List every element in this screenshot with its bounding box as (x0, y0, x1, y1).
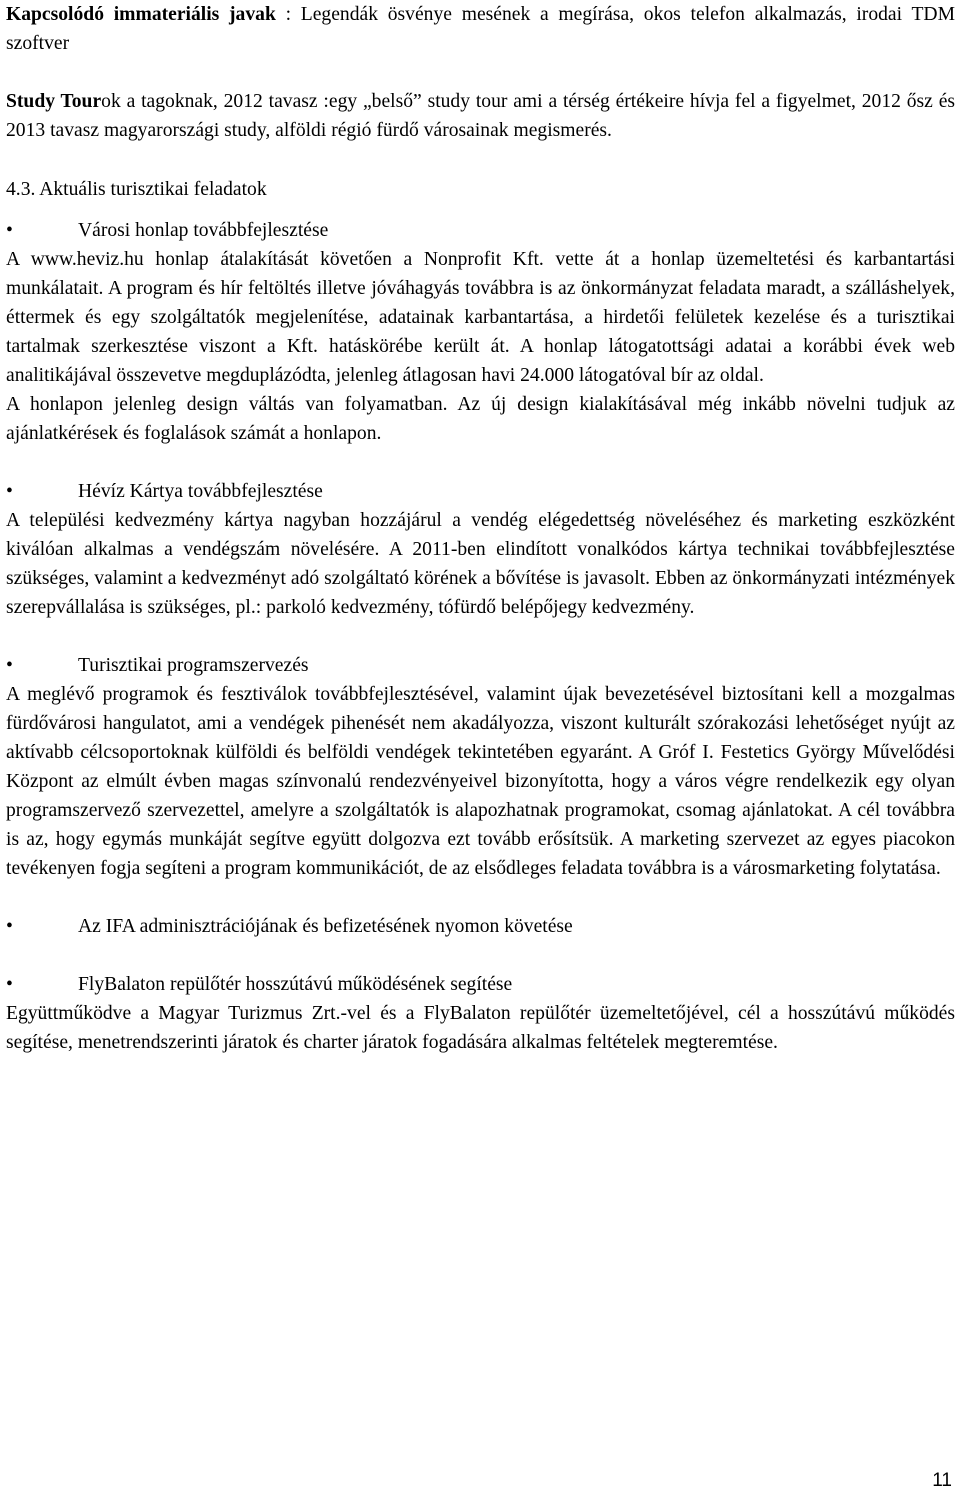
flybalaton-paragraph: Együttműködve a Magyar Turizmus Zrt.-vel és a FlyBalaton repülőtér üzemeltetőjével, cél a hosszútávú működés segítése, menetrendszerinti járatok és charter járatok fogadására alkalmas feltételek megteremtése. (6, 1003, 955, 1053)
intro-text: : Legendák ösvénye mesének a megírása, okos telefon alkalmazás, irodai TDM szoftver (6, 4, 955, 54)
spacer (6, 883, 955, 912)
spacer (6, 448, 955, 477)
bullet-item-website (6, 216, 955, 245)
spacer (6, 941, 955, 970)
website-paragraph-2: A honlapon jelenleg design váltás van folyamatban. Az új design kialakításával még inkább növelni tudjuk az ajánlatkérések és foglalások számát a honlapon. (6, 394, 955, 444)
spacer (6, 58, 955, 87)
bullet-title: FlyBalaton repülőtér hosszútávú működésének segítése (78, 974, 513, 995)
document-page (6, 0, 955, 1057)
bullet-item-heviz-card (6, 477, 955, 506)
program-organizing-paragraph: A meglévő programok és fesztiválok továbbfejlesztésével, valamint újak bevezetésével biztosítani kell a mozgalmas fürdővárosi hangulatot, ami a vendégek pihenését nem akadályozza, viszont kulturált szórakozási lehetőséget nyújt az aktívabb célcsoportoknak külföldi és belföldi vendégek tekintetében egyaránt. A Gróf I. Festetics György Művelődési Központ az elmúlt évben magas színvonalú rendezvényeivel bizonyította, hogy a város végre rendelkezik egy olyan programszervező szervezettel, amelyre a szolgáltatók is alapozhatnak programokat, csomag ajánlatokat. A cél továbbra is az, hogy egymás munkáját segítve együtt dolgozva ezt tovább erősítsük. A marketing szervezet az egyes piacokon tevékenyen fogja segíteni a program kommunikációt, de az elsődleges feladata továbbra is a városmarketing folytatása. (6, 684, 955, 879)
intro-paragraph (6, 0, 955, 58)
bullet-icon: • (6, 655, 13, 676)
heviz-card-paragraph: A települési kedvezmény kártya nagyban hozzájárul a vendég elégedettség növeléséhez és marketing eszközként kiválóan alkalmas a vendégszám növelésére. A 2011-ben elindított vonalkódos kártya technikai továbbfejlesztése szükséges, valamint a kedvezményt adó szolgáltató körének a bővítése is javasolt. Ebben az önkormányzati intézmények szerepvállalása is szükséges, pl.: parkoló kedvezmény, tófürdő belépőjegy kedvezmény. (6, 510, 955, 618)
spacer (6, 204, 955, 216)
spacer (6, 145, 955, 175)
bullet-item-flybalaton (6, 970, 955, 999)
bullet-icon: • (6, 481, 13, 502)
study-tour-text: ok a tagoknak, 2012 tavasz :egy „belső” study tour ami a térség értékeire hívja fel a figyelmet, 2012 ősz és 2013 tavasz magyarországi study, alföldi régió fürdő városainak megismerés. (6, 91, 956, 141)
bullet-title: Az IFA adminisztrációjának és befizetésének nyomon követése (78, 916, 573, 937)
page-number: 11 (932, 1470, 952, 1491)
website-paragraph-1: A www.heviz.hu honlap átalakítását követően a Nonprofit Kft. vette át a honlap üzemeltetési és karbantartási munkálatait. A program és hír feltöltés illetve jóváhagyás továbbra is az önkormányzat feladata maradt, a szálláshelyek, éttermek és egy szolgáltatók megjelenítése, adatainak karbantartása, a hirdetői felületek kezelése és a turisztikai tartalmak szerkesztése viszont a Kft. hatáskörébe került át. A honlap látogatottsági adatai a korábbi évek web analitikájával összevetve megduplázódta, jelenleg átlagosan havi 24.000 látogatóval bír az oldal. (6, 249, 955, 386)
section-heading: 4.3. Aktuális turisztikai feladatok (6, 179, 267, 200)
study-tour-lead: Study Tour (6, 91, 102, 112)
bullet-item-program-organizing (6, 651, 955, 680)
intro-lead: Kapcsolódó immateriális javak (6, 4, 276, 25)
bullet-title: Városi honlap továbbfejlesztése (78, 220, 329, 241)
bullet-title: Turisztikai programszervezés (78, 655, 309, 676)
bullet-item-ifa (6, 912, 955, 941)
bullet-title: Hévíz Kártya továbbfejlesztése (78, 481, 323, 502)
study-tour-paragraph (6, 87, 955, 145)
bullet-icon: • (6, 220, 13, 241)
bullet-icon: • (6, 916, 13, 937)
bullet-icon: • (6, 974, 13, 995)
spacer (6, 622, 955, 651)
